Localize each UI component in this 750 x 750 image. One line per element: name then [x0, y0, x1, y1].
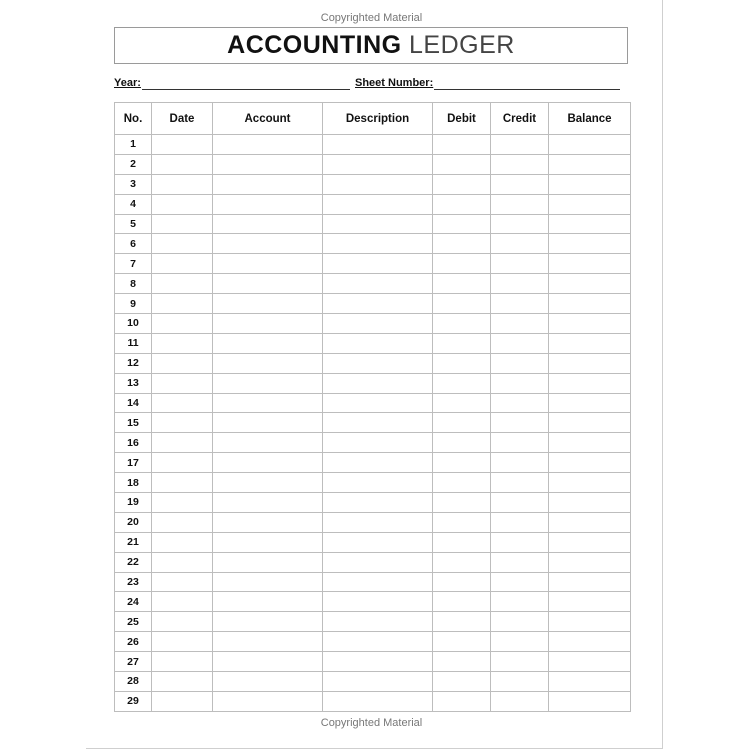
table-row — [115, 493, 631, 513]
header-debit: Debit — [433, 103, 491, 135]
account-cell[interactable] — [213, 652, 323, 672]
credit-cell[interactable] — [491, 314, 549, 334]
account-cell[interactable] — [213, 632, 323, 652]
date-cell[interactable] — [152, 194, 213, 214]
credit-cell[interactable] — [491, 174, 549, 194]
balance-cell[interactable] — [549, 174, 631, 194]
year-label: Year: — [114, 77, 141, 89]
table-row — [115, 572, 631, 592]
balance-cell[interactable] — [549, 532, 631, 552]
description-cell[interactable] — [323, 254, 433, 274]
description-cell[interactable] — [323, 652, 433, 672]
row-number: 11 — [115, 333, 152, 353]
balance-cell[interactable] — [549, 592, 631, 612]
balance-cell[interactable] — [549, 632, 631, 652]
description-cell[interactable] — [323, 572, 433, 592]
credit-cell[interactable] — [491, 234, 549, 254]
ledger-body — [115, 135, 631, 712]
table-row — [115, 135, 631, 155]
debit-cell[interactable] — [433, 552, 491, 572]
header-date: Date — [152, 103, 213, 135]
description-cell[interactable] — [323, 234, 433, 254]
account-cell[interactable] — [213, 672, 323, 692]
description-cell[interactable] — [323, 135, 433, 155]
row-number: 16 — [115, 433, 152, 453]
date-cell[interactable] — [152, 453, 213, 473]
table-row — [115, 652, 631, 672]
year-line[interactable] — [142, 89, 350, 90]
debit-cell[interactable] — [433, 353, 491, 373]
balance-cell[interactable] — [549, 691, 631, 711]
account-cell[interactable] — [213, 294, 323, 314]
table-row — [115, 691, 631, 711]
balance-cell[interactable] — [549, 194, 631, 214]
header-no: No. — [115, 103, 152, 135]
account-cell[interactable] — [213, 493, 323, 513]
row-number: 24 — [115, 592, 152, 612]
credit-cell[interactable] — [491, 353, 549, 373]
date-cell[interactable] — [152, 512, 213, 532]
credit-cell[interactable] — [491, 413, 549, 433]
row-number: 1 — [115, 135, 152, 155]
balance-cell[interactable] — [549, 254, 631, 274]
balance-cell[interactable] — [549, 612, 631, 632]
table-row — [115, 353, 631, 373]
description-cell[interactable] — [323, 433, 433, 453]
row-number: 28 — [115, 672, 152, 692]
table-row — [115, 552, 631, 572]
account-cell[interactable] — [213, 353, 323, 373]
debit-cell[interactable] — [433, 393, 491, 413]
account-cell[interactable] — [213, 254, 323, 274]
table-row — [115, 512, 631, 532]
balance-cell[interactable] — [549, 135, 631, 155]
debit-cell[interactable] — [433, 314, 491, 334]
date-cell[interactable] — [152, 254, 213, 274]
table-row — [115, 592, 631, 612]
table-row — [115, 453, 631, 473]
row-number: 9 — [115, 294, 152, 314]
header-row — [115, 103, 631, 135]
debit-cell[interactable] — [433, 532, 491, 552]
debit-cell[interactable] — [433, 453, 491, 473]
balance-cell[interactable] — [549, 453, 631, 473]
description-cell[interactable] — [323, 512, 433, 532]
date-cell[interactable] — [152, 174, 213, 194]
description-cell[interactable] — [323, 413, 433, 433]
row-number: 12 — [115, 353, 152, 373]
account-cell[interactable] — [213, 592, 323, 612]
row-number: 2 — [115, 154, 152, 174]
date-cell[interactable] — [152, 691, 213, 711]
credit-cell[interactable] — [491, 632, 549, 652]
date-cell[interactable] — [152, 493, 213, 513]
description-cell[interactable] — [323, 532, 433, 552]
description-cell[interactable] — [323, 393, 433, 413]
debit-cell[interactable] — [433, 433, 491, 453]
sheet-number-label: Sheet Number: — [355, 77, 434, 89]
table-row — [115, 294, 631, 314]
credit-cell[interactable] — [491, 572, 549, 592]
credit-cell[interactable] — [491, 532, 549, 552]
account-cell[interactable] — [213, 612, 323, 632]
header-balance: Balance — [549, 103, 631, 135]
debit-cell[interactable] — [433, 493, 491, 513]
balance-cell[interactable] — [549, 154, 631, 174]
row-number: 10 — [115, 314, 152, 334]
balance-cell[interactable] — [549, 353, 631, 373]
credit-cell[interactable] — [491, 612, 549, 632]
row-number: 22 — [115, 552, 152, 572]
description-cell[interactable] — [323, 592, 433, 612]
row-number: 6 — [115, 234, 152, 254]
date-cell[interactable] — [152, 135, 213, 155]
row-number: 19 — [115, 493, 152, 513]
row-number: 5 — [115, 214, 152, 234]
row-number: 23 — [115, 572, 152, 592]
credit-cell[interactable] — [491, 493, 549, 513]
date-cell[interactable] — [152, 652, 213, 672]
account-cell[interactable] — [213, 512, 323, 532]
table-row — [115, 393, 631, 413]
debit-cell[interactable] — [433, 612, 491, 632]
balance-cell[interactable] — [549, 393, 631, 413]
description-cell[interactable] — [323, 194, 433, 214]
description-cell[interactable] — [323, 294, 433, 314]
description-cell[interactable] — [323, 174, 433, 194]
date-cell[interactable] — [152, 552, 213, 572]
row-number: 15 — [115, 413, 152, 433]
title-bold-text: ACCOUNTING — [227, 31, 402, 59]
table-row — [115, 473, 631, 493]
date-cell[interactable] — [152, 413, 213, 433]
account-cell[interactable] — [213, 532, 323, 552]
description-cell[interactable] — [323, 154, 433, 174]
table-row — [115, 532, 631, 552]
debit-cell[interactable] — [433, 174, 491, 194]
debit-cell[interactable] — [433, 274, 491, 294]
date-cell[interactable] — [152, 373, 213, 393]
credit-cell[interactable] — [491, 473, 549, 493]
debit-cell[interactable] — [433, 473, 491, 493]
balance-cell[interactable] — [549, 234, 631, 254]
debit-cell[interactable] — [433, 294, 491, 314]
table-row — [115, 174, 631, 194]
header-account: Account — [213, 103, 323, 135]
description-cell[interactable] — [323, 214, 433, 234]
title-light-text: LEDGER — [409, 31, 515, 59]
row-number: 21 — [115, 532, 152, 552]
date-cell[interactable] — [152, 612, 213, 632]
copyright-notice-bottom: Copyrighted Material — [320, 717, 423, 729]
credit-cell[interactable] — [491, 274, 549, 294]
row-number: 17 — [115, 453, 152, 473]
account-cell[interactable] — [213, 314, 323, 334]
debit-cell[interactable] — [433, 632, 491, 652]
account-cell[interactable] — [213, 194, 323, 214]
description-cell[interactable] — [323, 493, 433, 513]
table-row — [115, 612, 631, 632]
debit-cell[interactable] — [433, 254, 491, 274]
row-number: 13 — [115, 373, 152, 393]
date-cell[interactable] — [152, 294, 213, 314]
description-cell[interactable] — [323, 373, 433, 393]
description-cell[interactable] — [323, 314, 433, 334]
description-cell[interactable] — [323, 552, 433, 572]
description-cell[interactable] — [323, 274, 433, 294]
row-number: 20 — [115, 512, 152, 532]
date-cell[interactable] — [152, 572, 213, 592]
date-cell[interactable] — [152, 532, 213, 552]
debit-cell[interactable] — [433, 373, 491, 393]
account-cell[interactable] — [213, 453, 323, 473]
description-cell[interactable] — [323, 632, 433, 652]
debit-cell[interactable] — [433, 333, 491, 353]
account-cell[interactable] — [213, 234, 323, 254]
credit-cell[interactable] — [491, 194, 549, 214]
credit-cell[interactable] — [491, 154, 549, 174]
date-cell[interactable] — [152, 314, 213, 334]
credit-cell[interactable] — [491, 512, 549, 532]
table-row — [115, 413, 631, 433]
date-cell[interactable] — [152, 433, 213, 453]
account-cell[interactable] — [213, 373, 323, 393]
table-row — [115, 234, 631, 254]
row-number: 25 — [115, 612, 152, 632]
debit-cell[interactable] — [433, 214, 491, 234]
debit-cell[interactable] — [433, 691, 491, 711]
account-cell[interactable] — [213, 393, 323, 413]
date-cell[interactable] — [152, 632, 213, 652]
date-cell[interactable] — [152, 672, 213, 692]
debit-cell[interactable] — [433, 234, 491, 254]
date-cell[interactable] — [152, 333, 213, 353]
row-number: 27 — [115, 652, 152, 672]
table-row — [115, 194, 631, 214]
date-cell[interactable] — [152, 473, 213, 493]
table-row — [115, 433, 631, 453]
credit-cell[interactable] — [491, 333, 549, 353]
balance-cell[interactable] — [549, 473, 631, 493]
balance-cell[interactable] — [549, 433, 631, 453]
account-cell[interactable] — [213, 154, 323, 174]
description-cell[interactable] — [323, 691, 433, 711]
row-number: 18 — [115, 473, 152, 493]
debit-cell[interactable] — [433, 194, 491, 214]
description-cell[interactable] — [323, 473, 433, 493]
date-cell[interactable] — [152, 393, 213, 413]
debit-cell[interactable] — [433, 572, 491, 592]
row-number: 4 — [115, 194, 152, 214]
credit-cell[interactable] — [491, 135, 549, 155]
date-cell[interactable] — [152, 274, 213, 294]
description-cell[interactable] — [323, 353, 433, 373]
header-credit: Credit — [491, 103, 549, 135]
header-description: Description — [323, 103, 433, 135]
meta-row — [114, 76, 628, 92]
row-number: 7 — [115, 254, 152, 274]
credit-cell[interactable] — [491, 691, 549, 711]
account-cell[interactable] — [213, 552, 323, 572]
row-number: 3 — [115, 174, 152, 194]
row-number: 14 — [115, 393, 152, 413]
account-cell[interactable] — [213, 135, 323, 155]
credit-cell[interactable] — [491, 254, 549, 274]
sheet-number-line[interactable] — [434, 89, 620, 90]
description-cell[interactable] — [323, 453, 433, 473]
balance-cell[interactable] — [549, 413, 631, 433]
description-cell[interactable] — [323, 333, 433, 353]
credit-cell[interactable] — [491, 672, 549, 692]
balance-cell[interactable] — [549, 214, 631, 234]
account-cell[interactable] — [213, 473, 323, 493]
row-number: 26 — [115, 632, 152, 652]
credit-cell[interactable] — [491, 294, 549, 314]
balance-cell[interactable] — [549, 512, 631, 532]
page-title — [114, 27, 628, 64]
account-cell[interactable] — [213, 691, 323, 711]
credit-cell[interactable] — [491, 373, 549, 393]
description-cell[interactable] — [323, 672, 433, 692]
account-cell[interactable] — [213, 413, 323, 433]
credit-cell[interactable] — [491, 552, 549, 572]
debit-cell[interactable] — [433, 672, 491, 692]
credit-cell[interactable] — [491, 214, 549, 234]
table-row — [115, 154, 631, 174]
debit-cell[interactable] — [433, 154, 491, 174]
balance-cell[interactable] — [549, 672, 631, 692]
credit-cell[interactable] — [491, 592, 549, 612]
date-cell[interactable] — [152, 592, 213, 612]
account-cell[interactable] — [213, 433, 323, 453]
credit-cell[interactable] — [491, 453, 549, 473]
debit-cell[interactable] — [433, 512, 491, 532]
row-number: 8 — [115, 274, 152, 294]
account-cell[interactable] — [213, 572, 323, 592]
credit-cell[interactable] — [491, 433, 549, 453]
table-row — [115, 314, 631, 334]
balance-cell[interactable] — [549, 333, 631, 353]
debit-cell[interactable] — [433, 652, 491, 672]
credit-cell[interactable] — [491, 393, 549, 413]
table-row — [115, 214, 631, 234]
balance-cell[interactable] — [549, 552, 631, 572]
date-cell[interactable] — [152, 154, 213, 174]
account-cell[interactable] — [213, 214, 323, 234]
table-row — [115, 632, 631, 652]
account-cell[interactable] — [213, 274, 323, 294]
balance-cell[interactable] — [549, 373, 631, 393]
balance-cell[interactable] — [549, 493, 631, 513]
debit-cell[interactable] — [433, 135, 491, 155]
date-cell[interactable] — [152, 234, 213, 254]
date-cell[interactable] — [152, 353, 213, 373]
balance-cell[interactable] — [549, 572, 631, 592]
table-row — [115, 254, 631, 274]
account-cell[interactable] — [213, 333, 323, 353]
date-cell[interactable] — [152, 214, 213, 234]
balance-cell[interactable] — [549, 274, 631, 294]
copyright-notice-top: Copyrighted Material — [320, 12, 423, 24]
table-row — [115, 672, 631, 692]
table-row — [115, 373, 631, 393]
debit-cell[interactable] — [433, 413, 491, 433]
credit-cell[interactable] — [491, 652, 549, 672]
account-cell[interactable] — [213, 174, 323, 194]
ledger-table — [114, 102, 631, 712]
row-number: 29 — [115, 691, 152, 711]
balance-cell[interactable] — [549, 294, 631, 314]
table-row — [115, 274, 631, 294]
ledger-page — [86, 0, 663, 749]
debit-cell[interactable] — [433, 592, 491, 612]
table-row — [115, 333, 631, 353]
balance-cell[interactable] — [549, 314, 631, 334]
description-cell[interactable] — [323, 612, 433, 632]
balance-cell[interactable] — [549, 652, 631, 672]
